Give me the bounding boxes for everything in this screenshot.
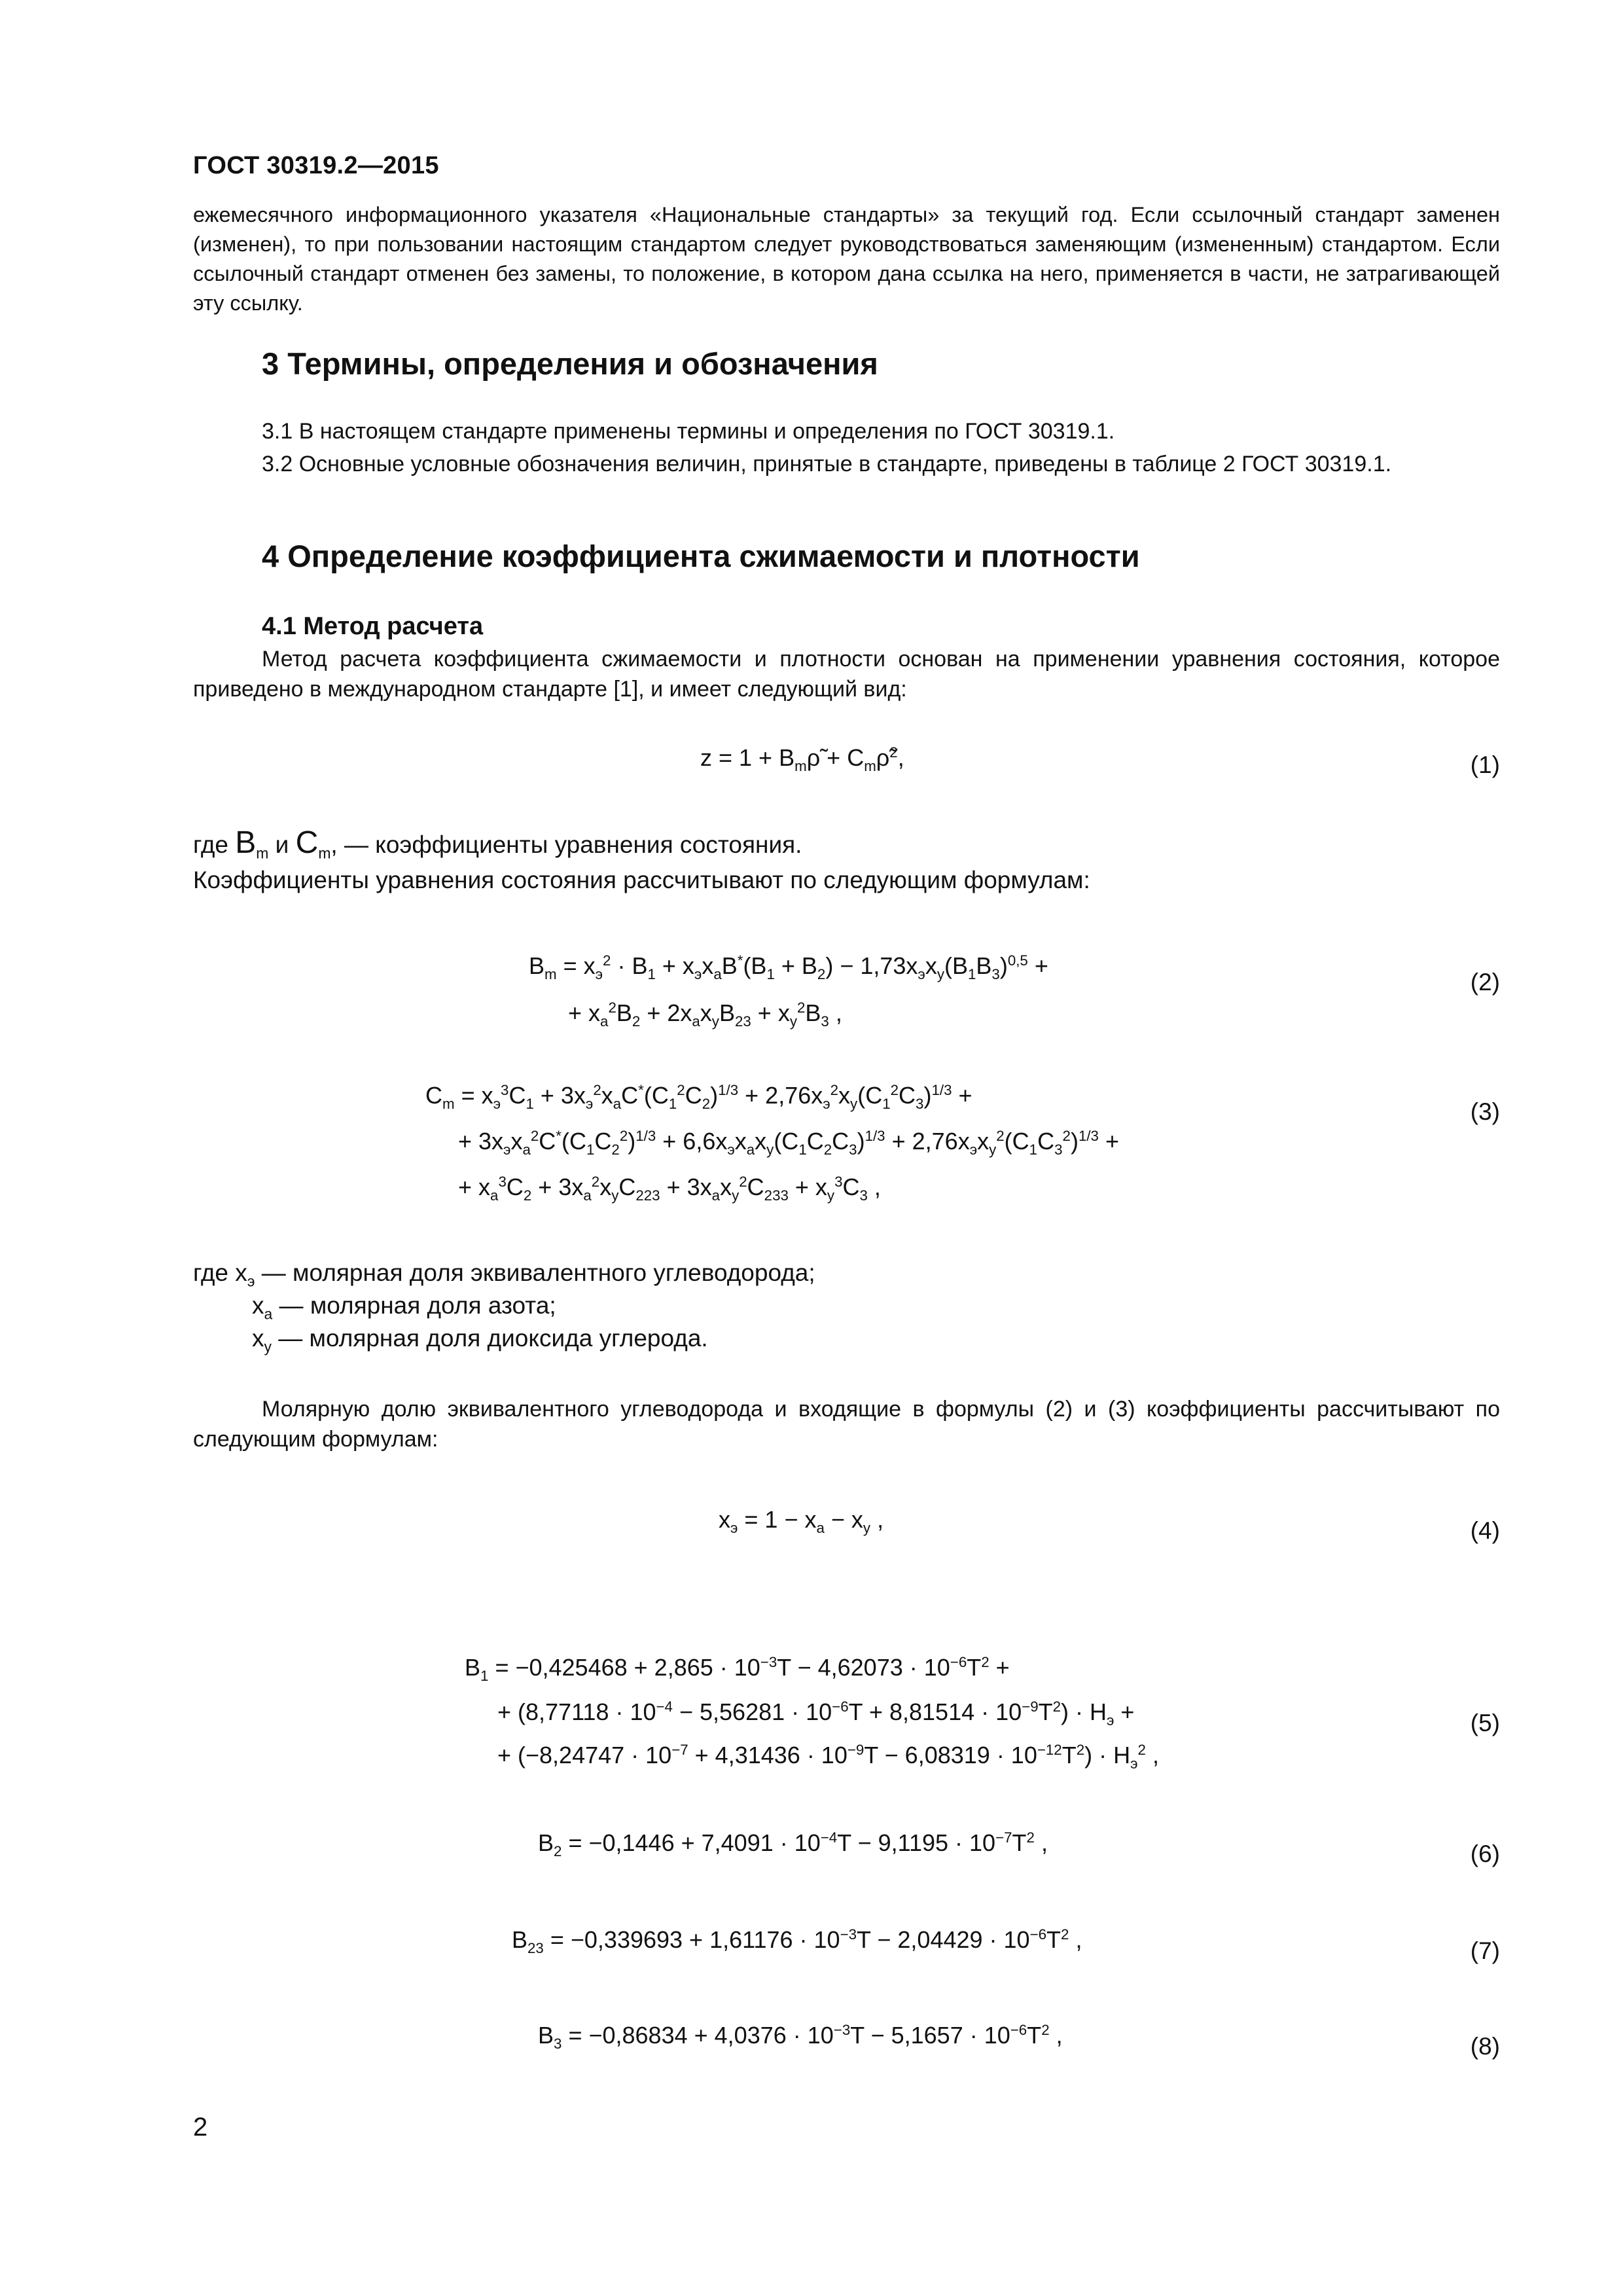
equation-2-number: (2) xyxy=(1470,969,1500,996)
equation-6-number: (6) xyxy=(1470,1840,1500,1867)
intro-paragraph: ежемесячного информационного указателя «Национальные стандарты» за текущий год. Если ссылочный стандарт заменен (изменен), то при пользовании настоящим стандартом следует руководствоваться заменяющим (измененным) стандартом. Если ссылочный стандарт отменен без замены, то положение, в котором дана ссылка на него, применяется в части, не затрагивающей эту ссылку. xyxy=(193,203,1500,315)
section-3-2: 3.2 Основные условные обозначения величин, принятые в стандарте, приведены в таблице 2 ГОСТ 30319.1. xyxy=(262,452,1392,476)
def-x-e: где $x_э$ — молярная доля эквивалентного углеводорода; xyxy=(193,1259,815,1290)
mole-fraction-paragraph: Молярную долю эквивалентного углеводорода и входящие в формулы (2) и (3) коэффициенты рассчитывают по следующим формулам: xyxy=(193,1397,1500,1452)
equation-7: $B_{23} = -0,339693 + 1,61176 \cdot 10^{-3}T - 2,04429 \cdot 10^{-6}T^2$ , xyxy=(512,1926,1082,1957)
equation-3-line-2: + $3x_эx_a^2C^*(C_1C_2^2)^{1/3} + 6,6x_эx_ax_y(C_1C_2C_3)^{1/3} + 2,76x_эx_y^2(C_1C_3^2)^{1/3}$ + xyxy=(458,1128,1119,1158)
equation-3-number: (3) xyxy=(1470,1098,1500,1125)
equation-4-number: (4) xyxy=(1470,1517,1500,1544)
where-coefficients: где $B_m$ и $C_m$, — коэффициенты уравнения состояния. xyxy=(193,825,802,862)
equation-8-number: (8) xyxy=(1470,2033,1500,2060)
equation-5-line-3: + $(-8,24747 \cdot 10^{-7} + 4,31436 \cdot 10^{-9}T - 6,08319 \cdot 10^{-12}T^2) \cdot H_э^2$ , xyxy=(497,1742,1159,1772)
page-number: 2 xyxy=(193,2113,208,2142)
equation-8: $B_3 = -0,86834 + 4,0376 \cdot 10^{-3}T - 5,1657 \cdot 10^{-6}T^2$ , xyxy=(538,2022,1063,2053)
document-header: ГОСТ 30319.2—2015 xyxy=(193,152,439,179)
equation-2-line-1: $B_m = x_э^2 \cdot B_1 + x_эx_aB^*(B_1 + B_2) - 1,73x_эx_y(B_1B_3)^{0,5}$ + xyxy=(529,952,1048,983)
def-x-a: $x_a$ — молярная доля азота; xyxy=(252,1292,556,1323)
formulas-intro: Коэффициенты уравнения состояния рассчитывают по следующим формулам: xyxy=(193,867,1090,893)
def-x-y: $x_y$ — молярная доля диоксида углерода. xyxy=(252,1325,708,1355)
equation-5-number: (5) xyxy=(1470,1710,1500,1736)
equation-1: $z = 1 + B_m\rhõ$ + $C_m\rhõ^2$, xyxy=(700,744,904,775)
equation-4: $x_э = 1 - x_a - x_y$ , xyxy=(719,1506,884,1537)
equation-3-line-1: $C_m = x_э^3C_1 + 3x_э^2x_aC^*(C_1^2C_2)^{1/3} + 2,76x_э^2x_y(C_1^2C_3)^{1/3}$ + xyxy=(425,1082,972,1113)
equation-1-number: (1) xyxy=(1470,751,1500,778)
equation-3-line-3: + $x_a^3C_2 + 3x_a^2x_yC_{223} + 3x_ax_y^2C_{233} + x_y^3C_3$ , xyxy=(458,1174,881,1204)
equation-2-line-2: + $x_a^2B_2 + 2x_ax_yB_{23} + x_y^2B_3$ , xyxy=(568,999,842,1030)
section-3-title: 3 Термины, определения и обозначения xyxy=(262,346,878,381)
equation-5-line-1: $B_1 = -0,425468 + 2,865 \cdot 10^{-3}T - 4,62073 \cdot 10^{-6}T^2$ + xyxy=(465,1654,1010,1685)
equation-7-number: (7) xyxy=(1470,1937,1500,1964)
section-3-1: 3.1 В настоящем стандарте применены термины и определения по ГОСТ 30319.1. xyxy=(262,419,1115,444)
equation-6: $B_2 = -0,1446 + 7,4091 \cdot 10^{-4}T - 9,1195 \cdot 10^{-7}T^2$ , xyxy=(538,1829,1048,1860)
equation-5-line-2: + $(8,77118 \cdot 10^{-4} - 5,56281 \cdot 10^{-6}T + 8,81514 \cdot 10^{-9}T^2) \cdot H_э$ + xyxy=(497,1698,1135,1729)
section-4-1-text: Метод расчета коэффициента сжимаемости и плотности основан на применении уравнения состояния, которое приведено в международном стандарте [1], и имеет следующий вид: xyxy=(193,647,1500,702)
section-4-title: 4 Определение коэффициента сжимаемости и плотности xyxy=(262,539,1140,573)
section-4-1-title: 4.1 Метод расчета xyxy=(262,613,484,640)
